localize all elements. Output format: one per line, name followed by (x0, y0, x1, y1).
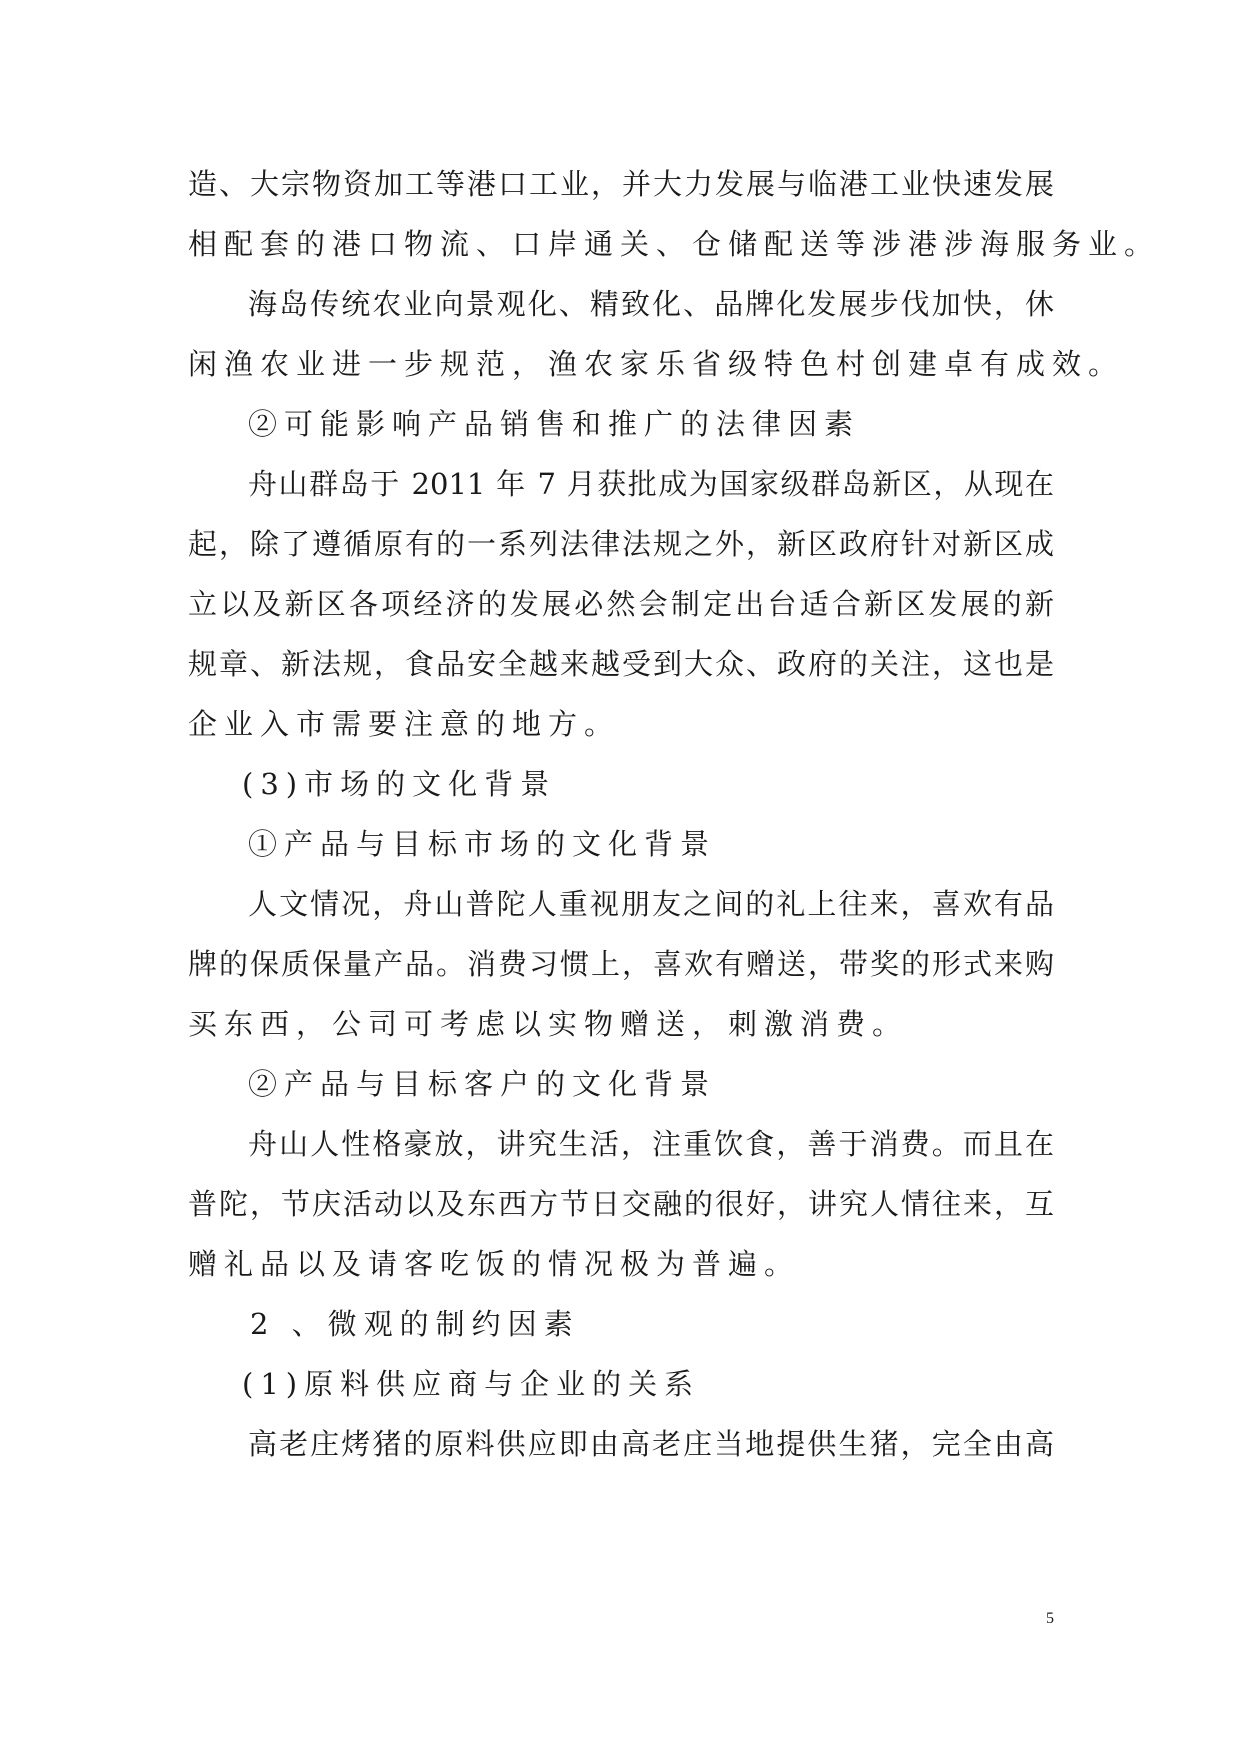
section-heading: (1)原料供应商与企业的关系 (242, 1367, 701, 1401)
section-heading: ②产品与目标客户的文化背景 (248, 1067, 717, 1101)
paragraph-line: 起，除了遵循原有的一系列法律法规之外，新区政府针对新区成 (188, 527, 1054, 561)
section-heading: ②可能影响产品销售和推广的法律因素 (248, 407, 861, 441)
page-number: 5 (1046, 1610, 1054, 1627)
section-heading: (3)市场的文化背景 (242, 767, 557, 801)
section-heading: 2 、微观的制约因素 (250, 1307, 580, 1341)
paragraph-line: 普陀，节庆活动以及东西方节日交融的很好，讲究人情往来，互 (188, 1187, 1054, 1221)
paragraph-line: 赠礼品以及请客吃饭的情况极为普遍。 (188, 1247, 801, 1281)
paragraph-line: 闲渔农业进一步规范，渔农家乐省级特色村创建卓有成效。 (188, 347, 1125, 381)
paragraph-line: 企业入市需要注意的地方。 (188, 707, 621, 741)
paragraph-line: 规章、新法规，食品安全越来越受到大众、政府的关注，这也是 (188, 647, 1054, 681)
paragraph-line: 海岛传统农业向景观化、精致化、品牌化发展步伐加快，休 (248, 287, 1054, 321)
paragraph-line: 人文情况，舟山普陀人重视朋友之间的礼上往来，喜欢有品 (248, 887, 1054, 921)
section-heading: ①产品与目标市场的文化背景 (248, 827, 717, 861)
body-text (188, 154, 1161, 1474)
paragraph-line: 造、大宗物资加工等港口工业，并大力发展与临港工业快速发展 (188, 167, 1054, 201)
paragraph-line: 舟山群岛于 2011 年 7 月获批成为国家级群岛新区，从现在 (248, 467, 1054, 501)
paragraph-line: 牌的保质保量产品。消费习惯上，喜欢有赠送，带奖的形式来购 (188, 947, 1054, 981)
paragraph-line: 买东西，公司可考虑以实物赠送，刺激消费。 (188, 1007, 909, 1041)
paragraph-line: 立以及新区各项经济的发展必然会制定出台适合新区发展的新 (188, 587, 1054, 621)
paragraph-line: 高老庄烤猪的原料供应即由高老庄当地提供生猪，完全由高 (248, 1427, 1054, 1461)
paragraph-line: 舟山人性格豪放，讲究生活，注重饮食，善于消费。而且在 (248, 1127, 1054, 1161)
paragraph-line: 相配套的港口物流、口岸通关、仓储配送等涉港涉海服务业。 (188, 227, 1161, 261)
